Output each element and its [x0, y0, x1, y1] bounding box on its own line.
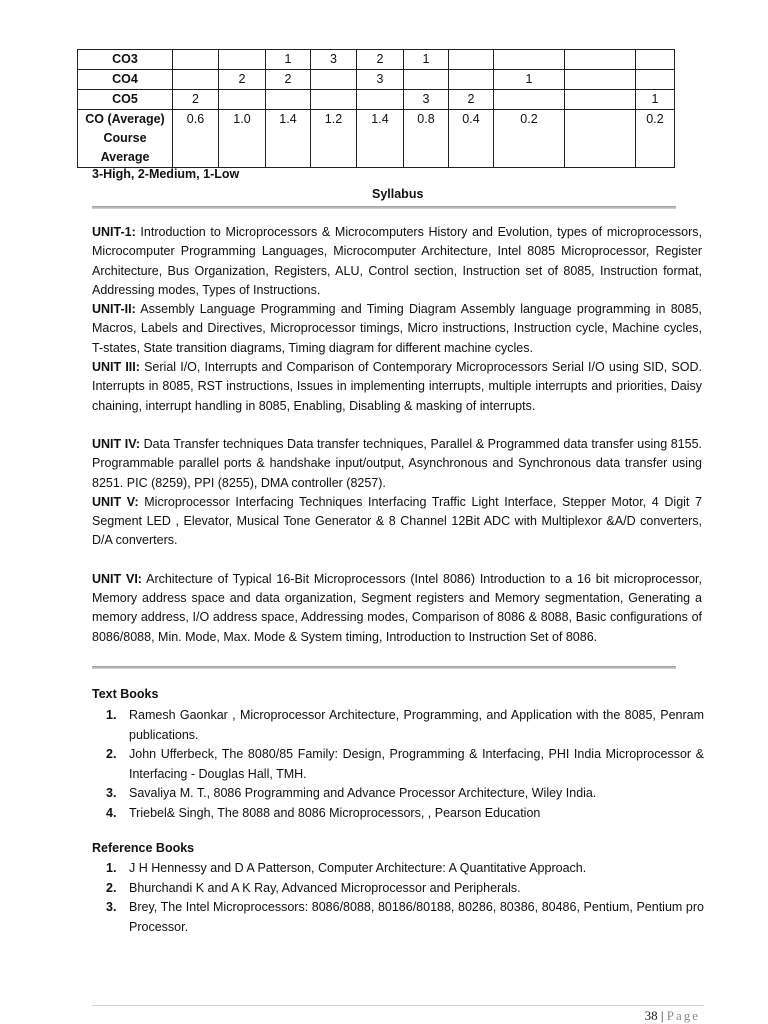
- reference-books-list: [92, 859, 704, 937]
- unit-label: UNIT-II:: [92, 302, 136, 317]
- list-number: 1.: [106, 708, 117, 722]
- list-number: 2.: [106, 747, 117, 761]
- book-citation: John Ufferbeck, The 8080/85 Family: Design, Programming & Interfacing, PHI India Microprocessor & Interfacing - Douglas Hall, TMH.: [129, 747, 704, 781]
- divider: [92, 206, 676, 209]
- unit-label: UNIT V:: [92, 494, 139, 509]
- table-cell: [565, 90, 636, 110]
- row-label: CO3: [78, 50, 173, 70]
- table-cell: [219, 90, 266, 110]
- unit-label: UNIT III:: [92, 360, 140, 375]
- table-cell: [565, 110, 636, 168]
- book-citation: Bhurchandi K and A K Ray, Advanced Microprocessor and Peripherals.: [129, 880, 521, 895]
- table-cell: 3: [404, 90, 449, 110]
- table-cell: [311, 90, 357, 110]
- table-cell: 1: [266, 50, 311, 70]
- list-number: 3.: [106, 786, 117, 800]
- table-cell: [311, 70, 357, 90]
- list-item: [92, 784, 704, 804]
- table-cell: [494, 90, 565, 110]
- list-number: 2.: [106, 880, 117, 895]
- table-cell: 0.6: [173, 110, 219, 168]
- page-footer: [645, 1008, 700, 1024]
- reference-books-heading: Reference Books: [92, 841, 195, 855]
- list-item: [92, 745, 704, 784]
- unit-text: Microprocessor Interfacing Techniques Interfacing Traffic Light Interface, Stepper Motor, 4 Digit 7 Segment LED , Elevator, Musical Tone Generator & 8 Channel 12Bit ADC with Multiplexor &A/D converters, D/A converters.: [92, 494, 702, 548]
- unit-paragraph: [92, 223, 702, 300]
- unit-paragraph: [92, 358, 702, 416]
- table-cell: 1.4: [266, 110, 311, 168]
- table-cell: 1: [494, 70, 565, 90]
- list-number: 4.: [106, 805, 117, 820]
- row-label: CO4: [78, 70, 173, 90]
- table-cell: 1.2: [311, 110, 357, 168]
- table-cell: 0.4: [449, 110, 494, 168]
- list-item: [92, 706, 704, 745]
- table-cell: 3: [311, 50, 357, 70]
- unit-paragraph: [92, 570, 702, 647]
- book-citation: J H Hennessy and D A Patterson, Computer Architecture: A Quantitative Approach.: [129, 861, 587, 875]
- syllabus-units: [92, 223, 702, 647]
- list-number: 1.: [106, 861, 117, 875]
- unit-label: UNIT-1:: [92, 225, 136, 239]
- unit-text: Serial I/O, Interrupts and Comparison of Contemporary Microprocessors Serial I/O using SID, SOD. Interrupts in 8085, RST instructions, Issues in implementing interrupts, multiple interrupts and priorities, Daisy chaining, interrupt handling in 8085, Enabling, Disabling & masking of interrupts.: [92, 360, 702, 413]
- row-label: CO5: [78, 90, 173, 110]
- table-cell: 1: [636, 90, 675, 110]
- divider: [92, 666, 676, 669]
- table-cell: 2: [449, 90, 494, 110]
- unit-label: UNIT IV:: [92, 436, 141, 451]
- co-po-mapping-table: [77, 49, 675, 168]
- table-cell: [449, 50, 494, 70]
- average-label-line: CO (Average): [85, 112, 165, 126]
- page-number: 38: [644, 1008, 658, 1023]
- table-cell: 0.8: [404, 110, 449, 168]
- table-cell: 2: [357, 50, 404, 70]
- book-citation: Triebel& Singh, The 8088 and 8086 Microprocessors, , Pearson Education: [129, 805, 541, 820]
- list-item: [92, 898, 704, 937]
- table-cell: 3: [357, 70, 404, 90]
- table-cell: 2: [266, 70, 311, 90]
- table-cell: [404, 70, 449, 90]
- book-citation: Brey, The Intel Microprocessors: 8086/8088, 80186/80188, 80286, 80386, 80486, Pentium, Pentium pro Processor.: [129, 900, 704, 934]
- table-cell: 2: [173, 90, 219, 110]
- average-label-line: Average: [100, 150, 150, 164]
- table-cell: [173, 50, 219, 70]
- unit-label: UNIT VI:: [92, 571, 142, 586]
- unit-text: Architecture of Typical 16-Bit Microprocessors (Intel 8086) Introduction to a 16 bit microprocessor, Memory address space and data organization, Segment registers and Memory segmentation, Generating a memory address, I/O address space, Addressing modes, Comparison of 8086 & 8088, Basic configurations of 8086/8088, Min. Mode, Max. Mode & System timing, Introduction to Instruction Set of 8086.: [92, 571, 702, 644]
- correlation-legend: 3-High, 2-Medium, 1-Low: [92, 167, 240, 181]
- unit-paragraph: [92, 435, 702, 493]
- table-cell: [636, 70, 675, 90]
- text-books-list: [92, 706, 704, 823]
- unit-text: Introduction to Microprocessors & Microcomputers History and Evolution, types of microprocessors, Microcomputer Programming Languages, Microcomputer Architecture, Intel 8085 Microprocessor, Register Architecture, Bus Organization, Registers, ALU, Control section, Instruction set of 8085, Instruction format, Addressing modes, Types of Instructions.: [92, 225, 702, 297]
- table-cell: 1.4: [357, 110, 404, 168]
- average-label-line: Course: [103, 131, 147, 145]
- table-cell: 0.2: [494, 110, 565, 168]
- table-cell: [357, 90, 404, 110]
- book-citation: Savaliya M. T., 8086 Programming and Advance Processor Architecture, Wiley India.: [129, 786, 597, 800]
- syllabus-heading: Syllabus: [372, 187, 424, 201]
- table-cell: [565, 50, 636, 70]
- table-row: [78, 70, 675, 90]
- average-row-label: [78, 110, 173, 168]
- list-item: [92, 804, 704, 824]
- table-cell: [565, 70, 636, 90]
- unit-paragraph: [92, 300, 702, 358]
- list-item: [92, 859, 704, 879]
- table-cell: 1: [404, 50, 449, 70]
- table-cell: [173, 70, 219, 90]
- table-cell: [449, 70, 494, 90]
- book-citation: Ramesh Gaonkar , Microprocessor Architecture, Programming, and Application with the 8085, Penram publications.: [129, 708, 704, 742]
- table-cell: 0.2: [636, 110, 675, 168]
- text-books-heading: Text Books: [92, 687, 159, 701]
- table-row: [78, 90, 675, 110]
- unit-paragraph: [92, 493, 702, 551]
- table-cell: 2: [219, 70, 266, 90]
- unit-text: Assembly Language Programming and Timing Diagram Assembly language programming in 8085, Macros, Labels and Directives, Microprocessor timings, Micro instructions, Instruction cycle, Machine cycles, T-states, State transition diagrams, Timing diagram for different machine cycles.: [92, 302, 702, 355]
- table-cell: [219, 50, 266, 70]
- list-item: [92, 879, 704, 899]
- average-row: [78, 110, 675, 168]
- table-row: [78, 50, 675, 70]
- footer-divider: [92, 1005, 704, 1006]
- table-cell: [266, 90, 311, 110]
- table-cell: [494, 50, 565, 70]
- list-number: 3.: [106, 900, 117, 914]
- page-word: Page: [666, 1008, 700, 1023]
- table-cell: 1.0: [219, 110, 266, 168]
- page-separator: |: [657, 1008, 667, 1023]
- table-cell: [636, 50, 675, 70]
- unit-text: Data Transfer techniques Data transfer techniques, Parallel & Programmed data transfer using 8155. Programmable parallel ports & handshake input/output, Asynchronous and Synchronous data transfer using 8251. PIC (8259), PPI (8255), DMA controller (8257).: [92, 436, 703, 490]
